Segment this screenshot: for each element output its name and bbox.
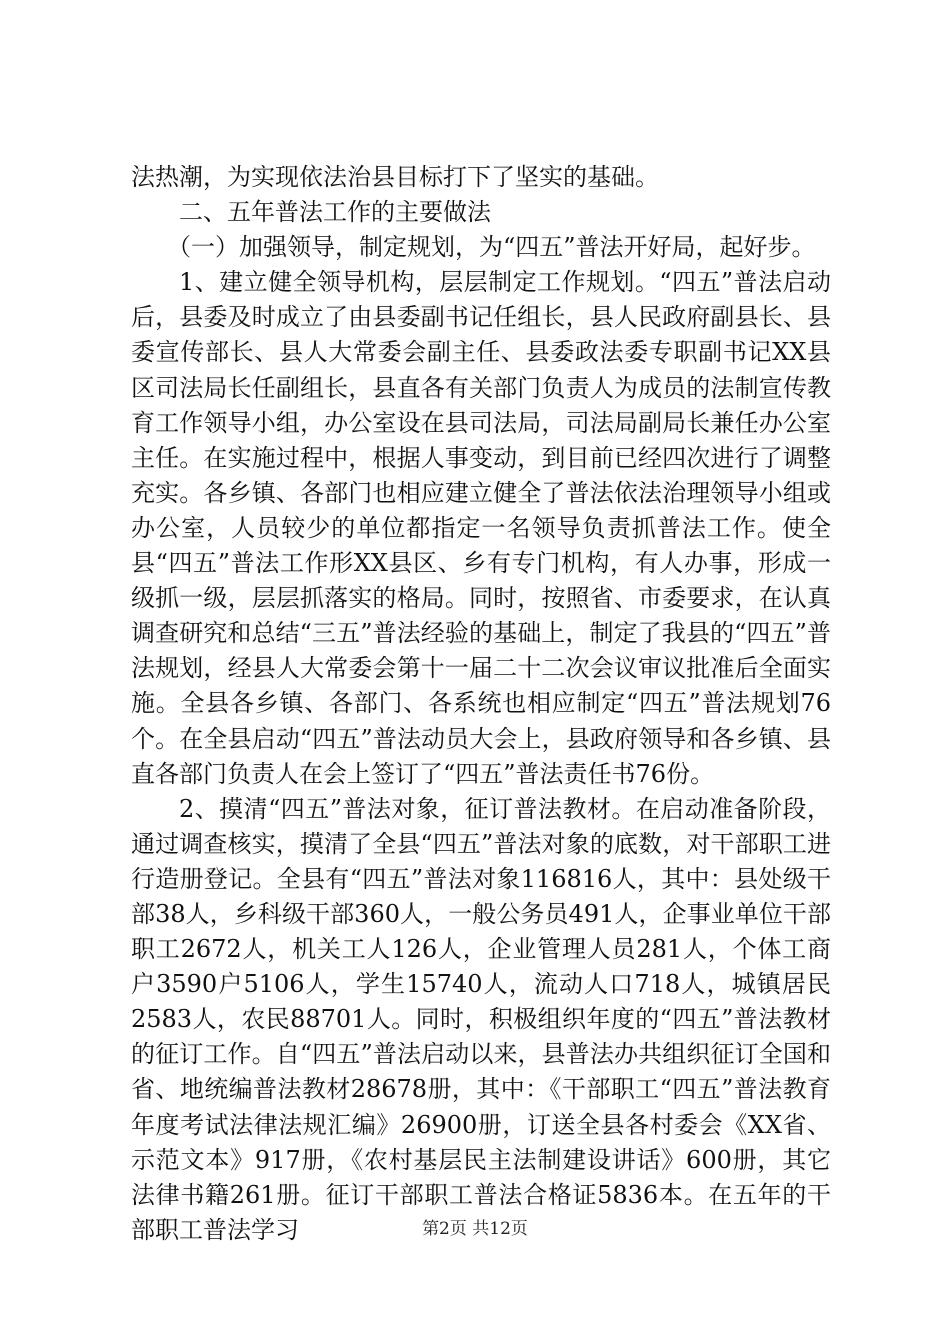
subsection-heading: （一）加强领导，制定规划，为“四五”普法开好局，起好步。	[167, 233, 816, 262]
document-body	[131, 160, 831, 1248]
paragraph-continuation: 法热潮，为实现依法治县目标打下了坚实的基础。	[131, 163, 659, 191]
paragraph-targets: 2、摸清“四五”普法对象，征订普法教材。在启动准备阶段，通过调查核实，摸清了全县“四五”普法对象的底数，对干部职工进行造册登记。全县有“四五”普法对象116816人，其中：县处级干部38人，乡科级干部360人，一般公务员491人，企事业单位干部职工2672人，机关工人126人，企业管理人员281人，个体工商户3590户5106人，学生15740人，流动人口718人，城镇居民2583人，农民88701人。同时，积极组织年度的“四五”普法教材的征订工作。自“四五”普法启动以来，县普法办共组织征订全国和省、地统编普法教材28678册，其中：《干部职工“四五”普法教育年度考试法律法规汇编》26900册，订送全县各村委会《XX省、示范文本》917册，《农村基层民主法制建设讲话》600册，其它法律书籍261册。征订干部职工普法合格证5836本。在五年的干部职工普法学习	[131, 794, 831, 1244]
page-number-footer: 第2页 共12页	[422, 1219, 528, 1239]
paragraph-leadership: 1、建立健全领导机构，层层制定工作规划。“四五”普法启动后，县委及时成立了由县委副书记任组长，县人民政府副县长、县委宣传部长、县人大常委会副主任、县委政法委专职副书记XX县区司法局长任副组长，县直各有关部门负责人为成员的法制宣传教育工作领导小组，办公室设在县司法局，司法局副局长兼任办公室主任。在实施过程中，根据人事变动，到目前已经四次进行了调整充实。各乡镇、各部门也相应建立健全了普法依法治理领导小组或办公室，人员较少的单位都指定一名领导负责抓普法工作。使全县“四五”普法工作形XX县区、乡有专门机构，有人办事，形成一级抓一级，层层抓落实的格局。同时，按照省、市委要求，在认真调查研究和总结“三五”普法经验的基础上，制定了我县的“四五”普法规划，经县人大常委会第十一届二十二次会议审议批准后全面实施。全县各乡镇、各部门、各系统也相应制定“四五”普法规划76个。在全县启动“四五”普法动员大会上，县政府领导和各乡镇、县直各部门负责人在会上签订了“四五”普法责任书76份。	[131, 268, 831, 788]
section-heading: 二、五年普法工作的主要做法	[179, 198, 491, 227]
